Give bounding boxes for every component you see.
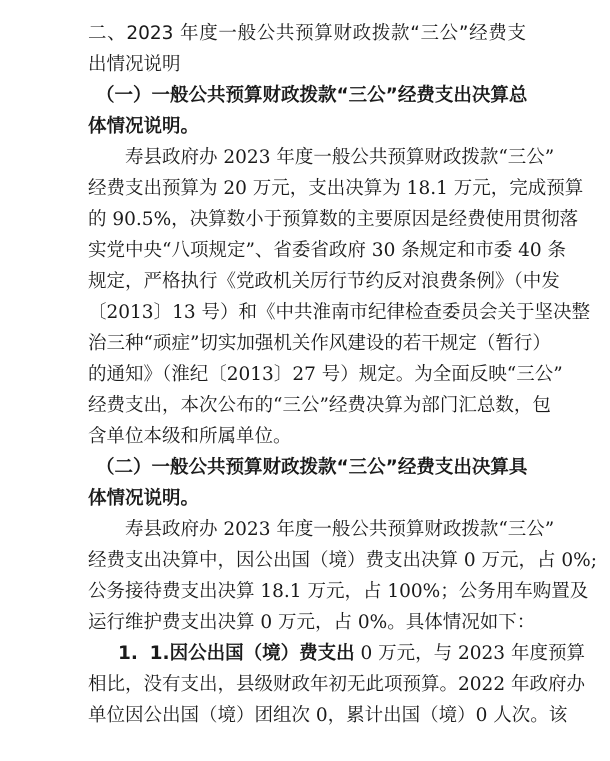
paragraph-1-line-1: 寿县政府办 2023 年度一般公共预算财政拨款“三公” [125, 147, 555, 168]
paragraph-1-line-4: 实党中央“八项规定”、省委省政府 30 条规定和市委 40 条 [88, 240, 567, 261]
section-heading-line-2: 出情况说明 [88, 54, 181, 75]
paragraph-1-line-9: 经费支出，本次公布的“三公”经费决算为部门汇总数，包 [88, 395, 551, 416]
paragraph-1-line-8: 的通知》（淮纪〔2013〕27 号）规定。为全面反映“三公” [88, 364, 563, 385]
paragraph-2-line-2: 经费支出决算中，因公出国（境）费支出决算 0 万元，占 0%; [88, 550, 597, 571]
subsection-2-heading-text: （二）一般公共预算财政拨款“三公”经费支出决算具 [96, 457, 528, 478]
paragraph-1-line-10: 含单位本级和所属单位。 [88, 426, 292, 447]
paragraph-2-line-1: 寿县政府办 2023 年度一般公共预算财政拨款“三公” [125, 519, 555, 540]
item-1-title: 1.因公出国（境）费支出 [149, 643, 355, 664]
paragraph-1-line-3: 的 90.5%，决算数小于预算数的主要原因是经费使用贯彻落 [88, 209, 579, 230]
subsection-1-heading-text: （一）一般公共预算财政拨款“三公”经费支出决算总 [96, 85, 528, 106]
subsection-1-heading-line-1 [88, 80, 526, 111]
paragraph-1-line-5: 规定，严格执行《党政机关厉行节约反对浪费条例》（中发 [88, 271, 560, 292]
subsection-2-heading-line-2: 体情况说明。 [88, 488, 200, 509]
item-1-text-first: 0 万元，与 2023 年度预算 [354, 643, 585, 664]
paragraph-2-line-4: 运行维护费支出决算 0 万元，占 0%。具体情况如下： [88, 612, 536, 633]
paragraph-1-line-6: 〔2013〕13 号）和《中共淮南市纪律检查委员会关于坚决整 [88, 302, 591, 323]
item-1-number: 1. [118, 643, 138, 664]
document-page [88, 18, 597, 731]
item-1-line-2: 相比，没有支出，县级财政年初无此项预算。2022 年政府办 [88, 674, 585, 695]
item-1-line-3: 单位因公出国（境）团组次 0，累计出国（境）0 人次。该 [88, 705, 568, 726]
paragraph-2-line-3: 公务接待费支出决算 18.1 万元，占 100%；公务用车购置及 [88, 581, 589, 602]
subsection-1-heading-line-2: 体情况说明。 [88, 116, 200, 137]
paragraph-1-line-2: 经费支出预算为 20 万元，支出决算为 18.1 万元，完成预算 [88, 178, 584, 199]
item-1-line-1 [88, 638, 585, 669]
paragraph-1-line-7: 治三种“顽症”切实加强机关作风建设的若干规定（暂行） [88, 333, 551, 354]
subsection-2-heading-line-1 [88, 452, 526, 483]
section-heading-line-1: 二、2023 年度一般公共预算财政拨款“三公”经费支 [88, 23, 526, 44]
